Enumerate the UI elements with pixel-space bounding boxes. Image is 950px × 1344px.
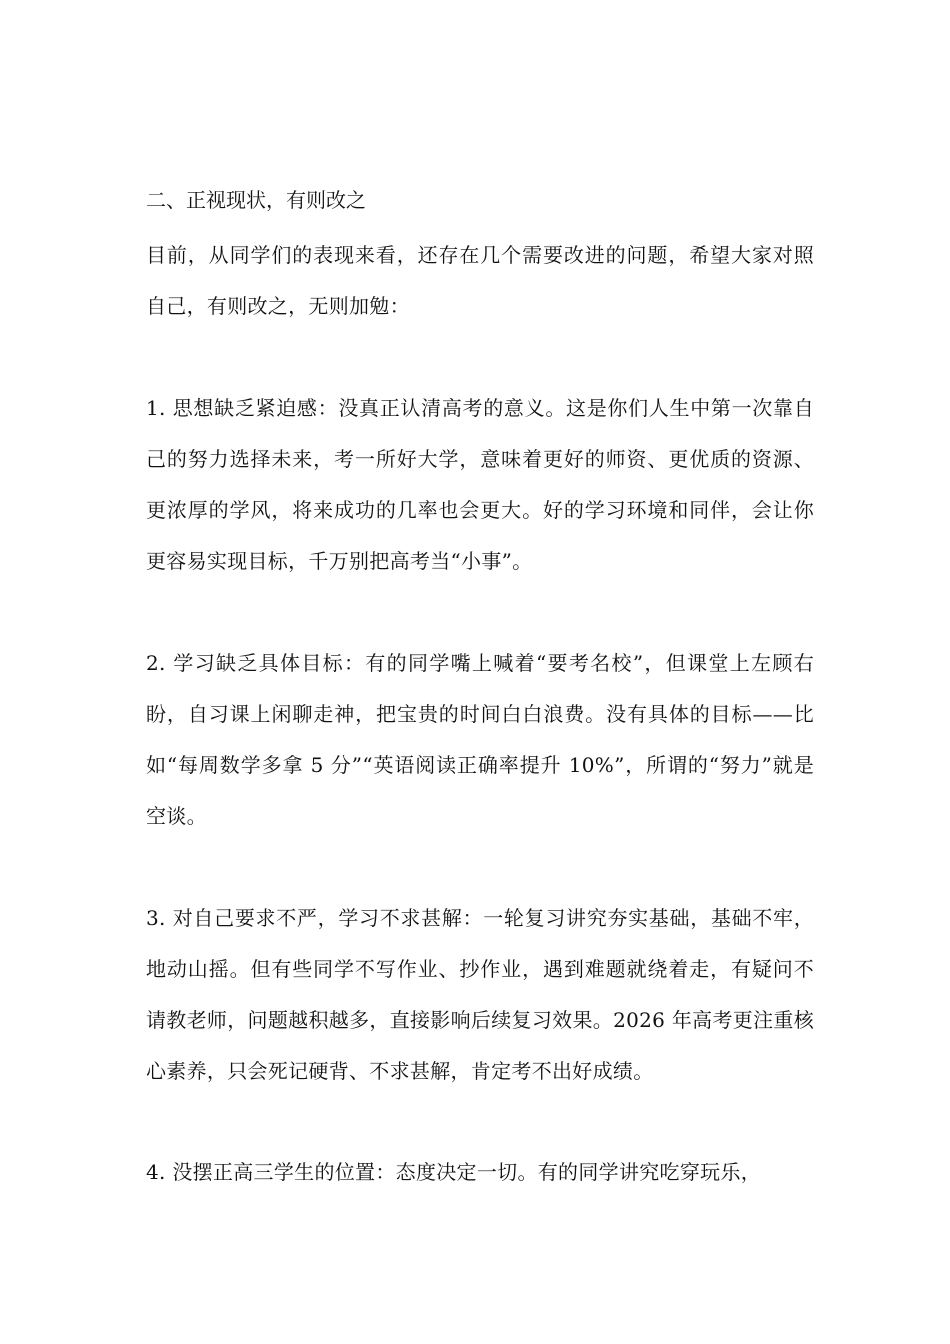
list-item-4: 4. 没摆正高三学生的位置：态度决定一切。有的同学讲究吃穿玩乐， [146, 1160, 762, 1184]
paragraph-spacer [146, 587, 814, 638]
paragraph-spacer [146, 842, 814, 893]
document-body [146, 181, 814, 1198]
list-item-3: 3. 对自己要求不严，学习不求甚解：一轮复习讲究夯实基础，基础不牢，地动山摇。但有些同学不写作业、抄作业，遇到难题就绕着走，有疑问不请教老师，问题越积越多，直接影响后续复习效果。2026 年高考更注重核心素养，只会死记硬背、不求甚解，肯定考不出好成绩。 [146, 906, 814, 1083]
intro-paragraph: 目前，从同学们的表现来看，还存在几个需要改进的问题，希望大家对照自己，有则改之，无则加勉： [146, 243, 814, 318]
paragraph-spacer [146, 332, 814, 383]
section-heading: 二、正视现状，有则改之 [146, 188, 366, 212]
list-item-1: 1. 思想缺乏紧迫感：没真正认清高考的意义。这是你们人生中第一次靠自己的努力选择未来，考一所好大学，意味着更好的师资、更优质的资源、更浓厚的学风，将来成功的几率也会更大。好的学习环境和同伴，会让你更容易实现目标，千万别把高考当“小事”。 [146, 396, 814, 573]
list-item-2: 2. 学习缺乏具体目标：有的同学嘴上喊着“要考名校”，但课堂上左顾右盼，自习课上闲聊走神，把宝贵的时间白白浪费。没有具体的目标——比如“每周数学多拿 5 分”“英语阅读正确率提升 10%”，所谓的“努力”就是空谈。 [146, 651, 814, 828]
paragraph-spacer [146, 1097, 814, 1147]
